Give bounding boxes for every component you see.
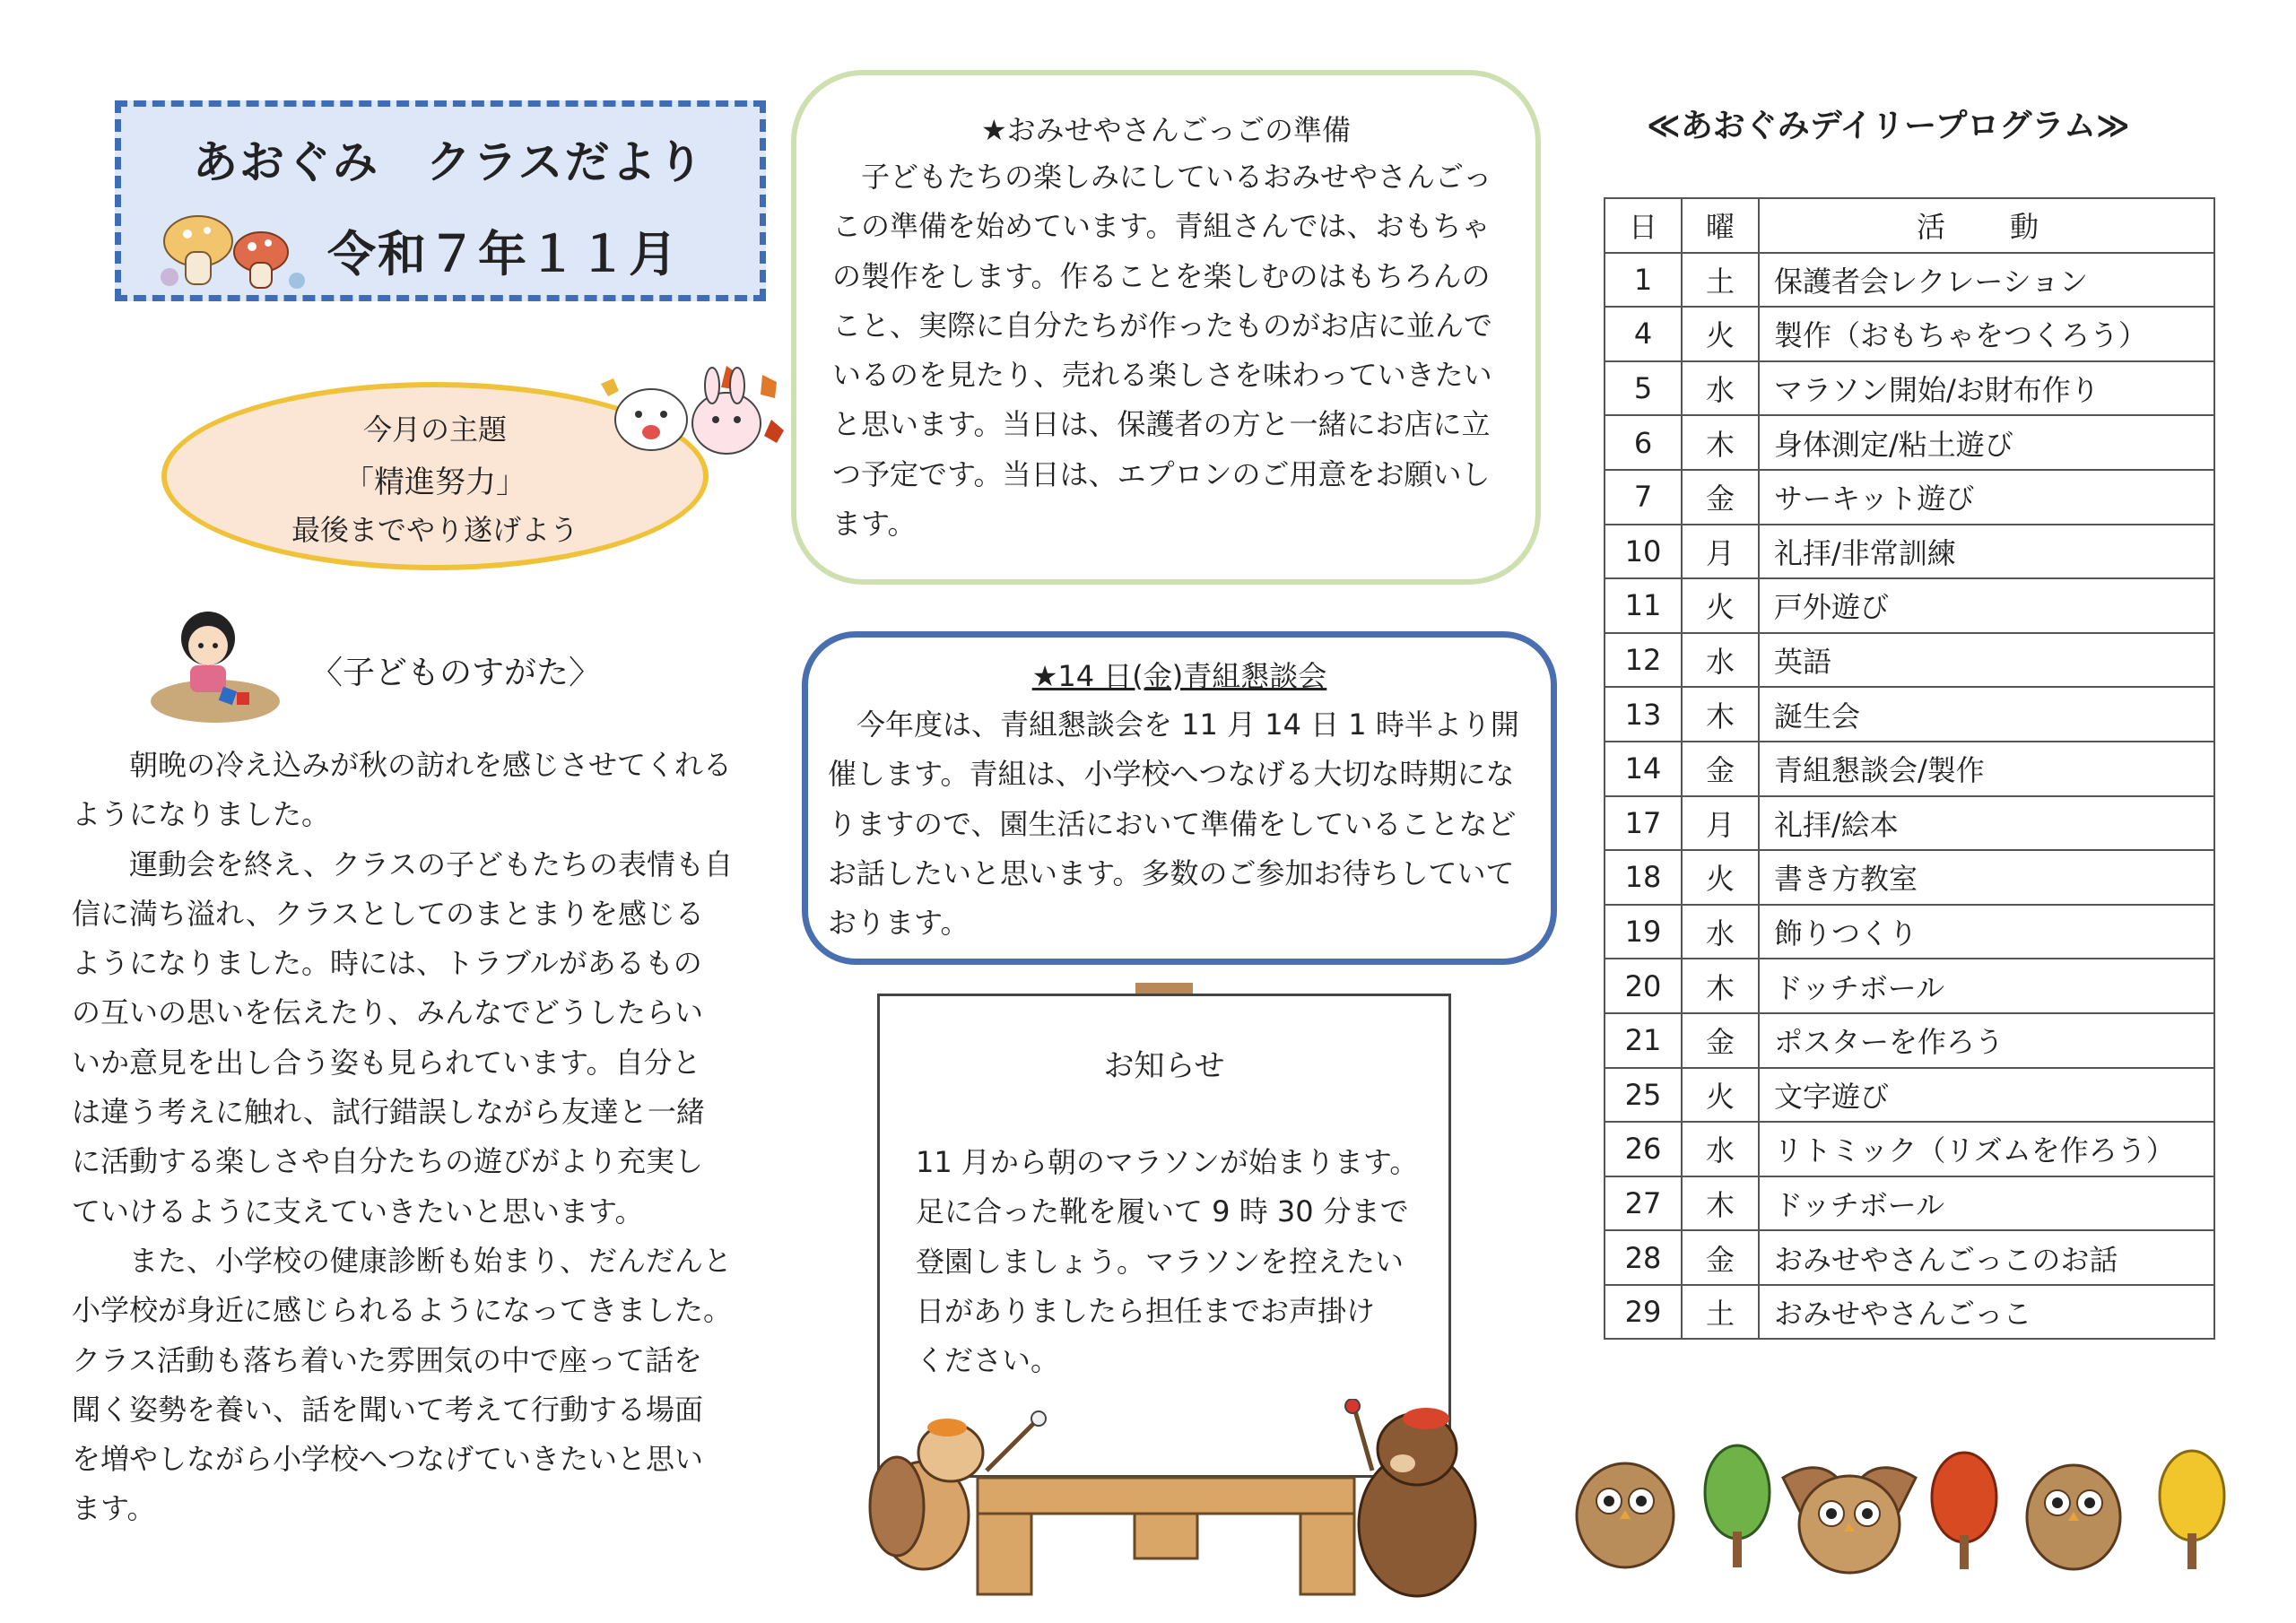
text-line: の互いの思いを伝えたり、みんなでどうしたらい [72, 995, 704, 1030]
table-row [1605, 1285, 2214, 1340]
cell-weekday: 金 [1682, 1230, 1759, 1285]
cell-activity: 製作（おもちゃをつくろう） [1759, 307, 2214, 361]
cell-day: 13 [1605, 687, 1682, 742]
cell-activity: 文字遊び [1759, 1068, 2214, 1123]
notice-line: 日がありましたら担任までお声掛け [916, 1293, 1376, 1328]
table-row [1605, 959, 2214, 1013]
text-line: ていけるように支えていきたいと思います。 [72, 1193, 644, 1228]
table-header-row [1605, 198, 2214, 253]
title-box [115, 100, 766, 301]
cell-activity: 礼拝/非常訓練 [1759, 525, 2214, 579]
table-row [1605, 1176, 2214, 1231]
shop-title: ★おみせやさんごっごの準備 [980, 113, 1352, 147]
cell-weekday: 水 [1682, 905, 1759, 959]
paragraph [72, 840, 782, 1237]
theme-label: 今月の主題 [362, 412, 507, 447]
paragraph [72, 741, 782, 840]
shop-paragraph: 子どもたちの楽しみにしているおみせやさんごっこの準備を始めています。青組さんでは、おもちゃの製作をします。作ることを楽しむのはもちろんのこと、実際に自分たちが作ったものがお店に並んでいるのを見たり、売れる楽しさを味わっていきたいと思います。当日は、保護者の方と一緒にお店に立つ予定です。当日は、エプロンのご用意をお願いします。 [832, 160, 1493, 542]
cell-weekday: 月 [1682, 796, 1759, 851]
cell-activity: おみせやさんごっこのお話 [1759, 1230, 2214, 1285]
cell-weekday: 木 [1682, 959, 1759, 1013]
notice-body [916, 1138, 1445, 1385]
owls-trees-icon [1571, 1442, 2253, 1576]
header-weekday: 曜 [1682, 198, 1759, 253]
cell-weekday: 木 [1682, 415, 1759, 470]
cell-activity: 礼拝/絵本 [1759, 796, 2214, 851]
text-line: ようになりました。 [72, 797, 331, 832]
text-line: は違う考えに触れ、試行錯誤しながら友達と一緒 [72, 1095, 705, 1130]
cell-weekday: 月 [1682, 525, 1759, 579]
text-line: 聞く姿勢を養い、話を聞いて考えて行動する場面 [72, 1392, 704, 1427]
meeting-box [802, 631, 1557, 965]
schedule-title: ≪あおぐみデイリープログラム≫ [1647, 108, 2130, 144]
cell-day: 12 [1605, 633, 1682, 688]
text-line: を増やしながら小学校へつなげていきたいと思い [72, 1442, 704, 1477]
notice-line: ください。 [916, 1343, 1060, 1378]
cell-day: 17 [1605, 796, 1682, 851]
cell-day: 21 [1605, 1013, 1682, 1068]
notice-line: 足に合った靴を履いて 9 時 30 分まで [916, 1194, 1409, 1229]
text-line: 信に満ち溢れ、クラスとしてのまとまりを感じる [72, 896, 704, 931]
cell-activity: おみせやさんごっこ [1759, 1285, 2214, 1340]
child-section-body [72, 741, 782, 1534]
cell-weekday: 火 [1682, 307, 1759, 361]
table-row [1605, 1068, 2214, 1123]
cell-day: 19 [1605, 905, 1682, 959]
painting-animals-icon [843, 1399, 1489, 1605]
cell-day: 18 [1605, 850, 1682, 905]
text-line: ます。 [72, 1491, 156, 1526]
text-line: 運動会を終え、クラスの子どもたちの表情も自 [129, 846, 733, 881]
cell-day: 1 [1605, 253, 1682, 308]
cell-weekday: 金 [1682, 470, 1759, 525]
cell-day: 25 [1605, 1068, 1682, 1123]
meeting-body [828, 700, 1527, 948]
table-row [1605, 470, 2214, 525]
table-row [1605, 1013, 2214, 1068]
cell-day: 5 [1605, 361, 1682, 416]
cell-day: 26 [1605, 1122, 1682, 1176]
cell-activity: 飾りつくり [1759, 905, 2214, 959]
cell-activity: 身体測定/粘土遊び [1759, 415, 2214, 470]
cell-activity: ドッチボール [1759, 1176, 2214, 1231]
table-row [1605, 1122, 2214, 1176]
text-line: いか意見を出し合う姿も見られています。自分と [72, 1045, 701, 1080]
cell-day: 20 [1605, 959, 1682, 1013]
table-row [1605, 578, 2214, 633]
table-row [1605, 361, 2214, 416]
cell-activity: ポスターを作ろう [1759, 1013, 2214, 1068]
autumn-animals-icon [592, 357, 798, 473]
text-line: また、小学校の健康診断も始まり、だんだんと [129, 1243, 733, 1278]
text-line: クラス活動も落ち着いた雰囲気の中で座って話を [72, 1342, 703, 1377]
meeting-paragraph: 今年度は、青組懇談会を 11 月 14 日 1 時半より開催します。青組は、小学校へつなげる大切な時期になりますので、園生活において準備をしていることなどお話したいと思います。多数のご参加お待ちしていております。 [828, 707, 1519, 941]
cell-day: 6 [1605, 415, 1682, 470]
cell-weekday: 金 [1682, 1013, 1759, 1068]
cell-day: 10 [1605, 525, 1682, 579]
cell-weekday: 水 [1682, 633, 1759, 688]
newsletter-date: 令和７年１１月 [327, 226, 679, 282]
theme-subtitle: 最後までやり遂げよう [291, 513, 578, 547]
cell-weekday: 水 [1682, 1122, 1759, 1176]
cell-day: 7 [1605, 470, 1682, 525]
text-line: ようになりました。時には、トラブルがあるもの [72, 946, 702, 981]
table-row [1605, 1230, 2214, 1285]
child-drawing-icon [144, 603, 287, 728]
cell-weekday: 火 [1682, 1068, 1759, 1123]
text-line: 小学校が身近に感じられるようになってきました。 [72, 1293, 733, 1328]
cell-activity: 誕生会 [1759, 687, 2214, 742]
cell-weekday: 火 [1682, 578, 1759, 633]
cell-weekday: 木 [1682, 1176, 1759, 1231]
cell-activity: 書き方教室 [1759, 850, 2214, 905]
cell-day: 28 [1605, 1230, 1682, 1285]
table-row [1605, 850, 2214, 905]
cell-weekday: 水 [1682, 361, 1759, 416]
table-row [1605, 796, 2214, 851]
cell-activity: 青組懇談会/製作 [1759, 742, 2214, 796]
paragraph [72, 1237, 782, 1534]
table-row [1605, 687, 2214, 742]
table-row [1605, 253, 2214, 308]
table-row [1605, 525, 2214, 579]
cell-day: 11 [1605, 578, 1682, 633]
table-row [1605, 307, 2214, 361]
text-line: に活動する楽しさや自分たちの遊びがより充実し [72, 1144, 704, 1179]
table-row [1605, 742, 2214, 796]
cell-weekday: 土 [1682, 1285, 1759, 1340]
cell-weekday: 土 [1682, 253, 1759, 308]
table-row [1605, 633, 2214, 688]
cell-activity: リトミック（リズムを作ろう） [1759, 1122, 2214, 1176]
child-section-heading: 〈子どものすがた〉 [310, 655, 602, 691]
theme-motto: 「精進努力」 [344, 464, 526, 500]
schedule-table [1604, 197, 2215, 1340]
cell-activity: 戸外遊び [1759, 578, 2214, 633]
header-activity: 活 動 [1759, 198, 2214, 253]
cell-weekday: 金 [1682, 742, 1759, 796]
cell-day: 4 [1605, 307, 1682, 361]
cell-activity: 英語 [1759, 633, 2214, 688]
newsletter-title: あおぐみ クラスだより [193, 136, 705, 188]
text-line: 朝晩の冷え込みが秋の訪れを感じさせてくれる [129, 748, 733, 782]
schedule-body [1605, 253, 2214, 1340]
notice-title: お知らせ [1103, 1048, 1225, 1084]
shop-preparation-box [791, 70, 1541, 585]
mushroom-icon [153, 205, 315, 295]
cell-activity: 保護者会レクレーション [1759, 253, 2214, 308]
cell-weekday: 木 [1682, 687, 1759, 742]
cell-activity: マラソン開始/お財布作り [1759, 361, 2214, 416]
cell-day: 27 [1605, 1176, 1682, 1231]
cell-activity: サーキット遊び [1759, 470, 2214, 525]
meeting-title: ★14 日(金)青組懇談会 [1031, 659, 1327, 693]
table-row [1605, 905, 2214, 959]
cell-day: 29 [1605, 1285, 1682, 1340]
cell-activity: ドッチボール [1759, 959, 2214, 1013]
header-day: 日 [1605, 198, 1682, 253]
table-row [1605, 415, 2214, 470]
notice-line: 登園しましょう。マラソンを控えたい [916, 1244, 1405, 1279]
cell-weekday: 火 [1682, 850, 1759, 905]
notice-line: 11 月から朝のマラソンが始まります。 [916, 1145, 1419, 1179]
shop-body [832, 152, 1514, 549]
cell-day: 14 [1605, 742, 1682, 796]
